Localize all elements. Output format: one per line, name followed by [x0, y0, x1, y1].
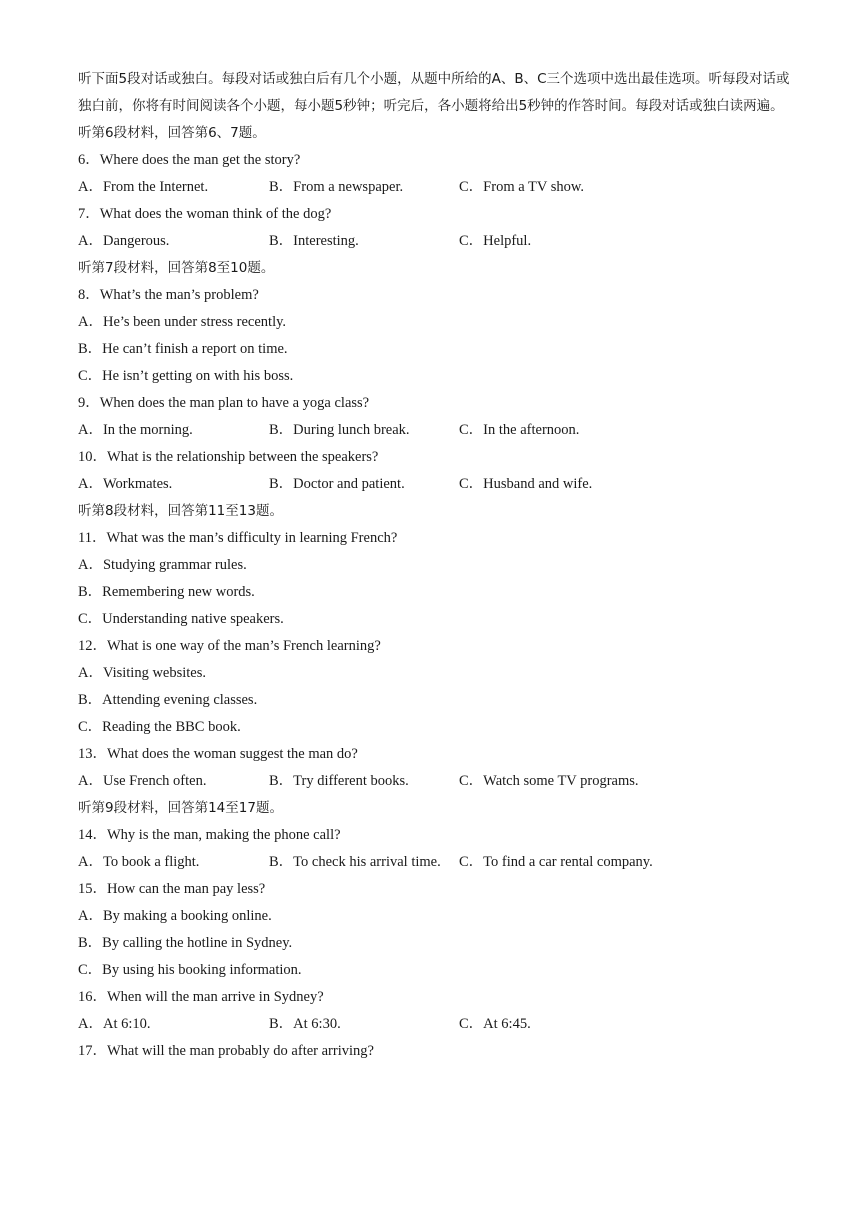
answer-option: A．Dangerous.	[78, 233, 170, 249]
section-block	[78, 255, 794, 498]
instructions-paragraph: 听下面5段对话或独白。每段对话或独白后有几个小题，从题中所给的A、B、C三个选项中选出最佳选项。听每段对话或独白前，你将有时间阅读各个小题，每小题5秒钟；听完后，各小题将给出5秒钟的作答时间。每段对话或独白读两遍。	[78, 71, 790, 114]
answer-option: B．To check his arrival time.	[269, 854, 441, 870]
section-heading: 听第6段材料，回答第6、7题。	[78, 125, 266, 141]
answer-option: B．At 6:30.	[269, 1016, 341, 1032]
question-stem: 6．Where does the man get the story?	[78, 152, 301, 168]
question-stem: 7．What does the woman think of the dog?	[78, 206, 332, 222]
section-heading: 听第9段材料，回答第14至17题。	[78, 800, 283, 816]
answer-option: C．At 6:45.	[459, 1016, 531, 1032]
listening-sections	[78, 120, 794, 1065]
answer-option: A．Studying grammar rules.	[78, 557, 247, 573]
answer-option: A．To book a flight.	[78, 854, 200, 870]
section-heading: 听第8段材料，回答第11至13题。	[78, 503, 283, 519]
option-row	[78, 768, 794, 795]
answer-option: B．By calling the hotline in Sydney.	[78, 935, 293, 951]
answer-option: C．Helpful.	[459, 233, 532, 249]
answer-option: A．Workmates.	[78, 476, 173, 492]
question-stem: 9．When does the man plan to have a yoga class?	[78, 395, 370, 411]
option-row	[78, 849, 794, 876]
answer-option: C．Husband and wife.	[459, 476, 593, 492]
answer-option: B．Doctor and patient.	[269, 476, 405, 492]
answer-option: C．Reading the BBC book.	[78, 719, 241, 735]
question-stem: 12．What is one way of the man’s French learning?	[78, 638, 381, 654]
answer-option: A．At 6:10.	[78, 1016, 151, 1032]
answer-option: A．Visiting websites.	[78, 665, 207, 681]
answer-option: B．Interesting.	[269, 233, 359, 249]
section-block	[78, 795, 794, 1065]
question-stem: 13．What does the woman suggest the man do?	[78, 746, 358, 762]
option-row	[78, 228, 794, 255]
answer-option: B．Remembering new words.	[78, 584, 255, 600]
answer-option: A．In the morning.	[78, 422, 193, 438]
option-row	[78, 1011, 794, 1038]
answer-option: B．Try different books.	[269, 773, 409, 789]
answer-option: C．To find a car rental company.	[459, 854, 653, 870]
exam-page	[78, 66, 794, 1065]
answer-option: B．During lunch break.	[269, 422, 410, 438]
question-stem: 16．When will the man arrive in Sydney?	[78, 989, 324, 1005]
answer-option: B．Attending evening classes.	[78, 692, 258, 708]
question-stem: 15．How can the man pay less?	[78, 881, 266, 897]
question-stem: 17．What will the man probably do after arriving?	[78, 1043, 374, 1059]
answer-option: A．He’s been under stress recently.	[78, 314, 287, 330]
answer-option: A．From the Internet.	[78, 179, 209, 195]
question-stem: 10．What is the relationship between the speakers?	[78, 449, 379, 465]
question-stem: 8．What’s the man’s problem?	[78, 287, 259, 303]
answer-option: B．He can’t finish a report on time.	[78, 341, 288, 357]
answer-option: C．In the afternoon.	[459, 422, 580, 438]
option-row	[78, 417, 794, 444]
option-row	[78, 471, 794, 498]
section-block	[78, 120, 794, 255]
answer-option: C．Watch some TV programs.	[459, 773, 639, 789]
answer-option: C．By using his booking information.	[78, 962, 302, 978]
question-stem: 11．What was the man’s difficulty in learning French?	[78, 530, 398, 546]
answer-option: A．Use French often.	[78, 773, 207, 789]
section-heading: 听第7段材料，回答第8至10题。	[78, 260, 275, 276]
answer-option: B．From a newspaper.	[269, 179, 404, 195]
question-stem: 14．Why is the man, making the phone call?	[78, 827, 341, 843]
answer-option: A．By making a booking online.	[78, 908, 272, 924]
answer-option: C．From a TV show.	[459, 179, 585, 195]
answer-option: C．He isn’t getting on with his boss.	[78, 368, 294, 384]
answer-option: C．Understanding native speakers.	[78, 611, 284, 627]
option-row	[78, 174, 794, 201]
section-block	[78, 498, 794, 795]
